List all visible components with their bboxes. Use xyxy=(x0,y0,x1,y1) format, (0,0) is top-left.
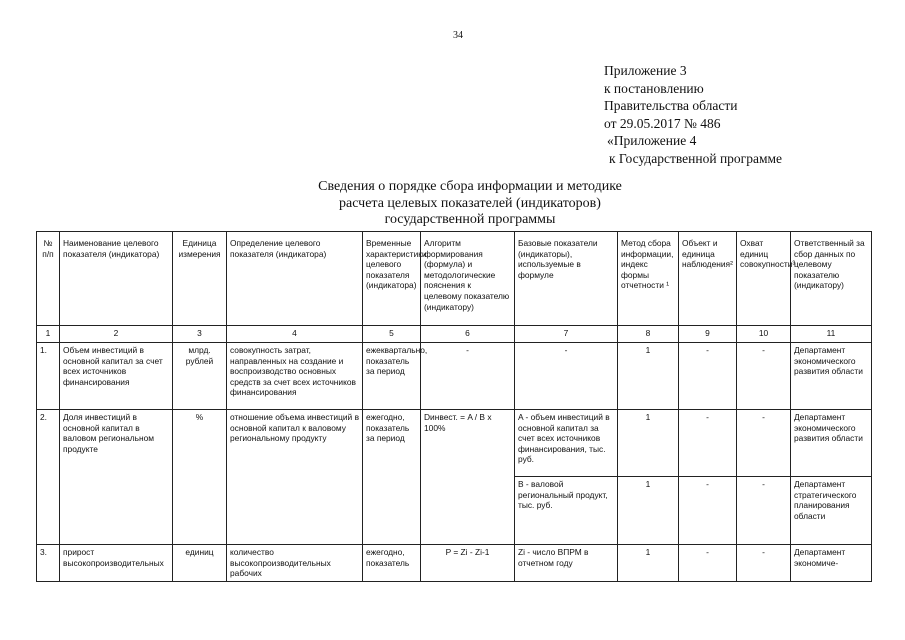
header-cell: Метод сбора информации, индекс формы отчетности ¹ xyxy=(618,232,679,326)
unit: млрд. рублей xyxy=(173,343,227,410)
responsible: Департамент экономиче- xyxy=(791,545,872,582)
column-number: 2 xyxy=(60,326,173,343)
base-indicators: A - объем инвестиций в основной капитал за счет всех источников финансирования, тыс. руб. xyxy=(515,410,618,477)
document-title xyxy=(230,179,710,229)
row-number: 3. xyxy=(37,545,60,582)
title-line: государственной программы xyxy=(384,212,556,227)
appendix-line: «Приложение 4 xyxy=(607,133,697,149)
row-number: 2. xyxy=(37,410,60,545)
collection-method: 1 xyxy=(618,477,679,545)
header-cell: Наименование целевого показателя (индикатора) xyxy=(60,232,173,326)
column-number: 6 xyxy=(421,326,515,343)
header-cell: Единица измерения xyxy=(173,232,227,326)
appendix-line: от 29.05.2017 № 486 xyxy=(604,115,721,131)
table-row xyxy=(37,545,872,582)
formula-text: Dинвест. = A / B x 100% xyxy=(424,412,492,433)
coverage: - xyxy=(737,410,791,477)
header-cell: Временные характеристики целевого показателя (индикатора) xyxy=(363,232,421,326)
row-number: 1. xyxy=(37,343,60,410)
formula: - xyxy=(421,343,515,410)
indicator-name: Доля инвестиций в основной капитал в валовом региональном продукте xyxy=(60,410,173,545)
definition: отношение объема инвестиций в основной капитал к валовому региональному продукту xyxy=(227,410,363,545)
column-number: 4 xyxy=(227,326,363,343)
unit: % xyxy=(173,410,227,545)
header-cell: № п/п xyxy=(37,232,60,326)
time-characteristics: ежегодно, показатель за период xyxy=(363,410,421,545)
indicator-name: Объем инвестиций в основной капитал за счет всех источников финансирования xyxy=(60,343,173,410)
base-indicators: B - валовой региональный продукт, тыс. руб. xyxy=(515,477,618,545)
header-cell: Охват единиц совокупности³ xyxy=(737,232,791,326)
title-line: расчета целевых показателей (индикаторов) xyxy=(339,195,601,211)
table-row xyxy=(37,410,872,477)
header-cell: Определение целевого показателя (индикатора) xyxy=(227,232,363,326)
indicator-name: прирост высокопроизводительных xyxy=(60,545,173,582)
coverage: - xyxy=(737,477,791,545)
responsible: Департамент экономического развития области xyxy=(791,343,872,410)
definition: совокупность затрат, направленных на создание и воспроизводство основных средств за счет всех источников финансирования xyxy=(227,343,363,410)
base-indicators: Zi - число ВПРМ в отчетном году xyxy=(515,545,618,582)
title-line: Сведения о порядке сбора информации и методике xyxy=(318,179,622,194)
time-characteristics: ежегодно, показатель xyxy=(363,545,421,582)
appendix-block xyxy=(604,62,782,168)
column-number: 9 xyxy=(679,326,737,343)
observation-object: - xyxy=(679,477,737,545)
column-number: 3 xyxy=(173,326,227,343)
definition: количество высокопроизводительных рабочих xyxy=(227,545,363,582)
indicators-table xyxy=(36,231,872,582)
collection-method: 1 xyxy=(618,545,679,582)
observation-object: - xyxy=(679,410,737,477)
column-number: 8 xyxy=(618,326,679,343)
responsible: Департамент экономического развития области xyxy=(791,410,872,477)
formula xyxy=(421,410,515,545)
responsible: Департамент стратегического планирования области xyxy=(791,477,872,545)
header-cell: Базовые показатели (индикаторы), используемые в формуле xyxy=(515,232,618,326)
column-number-row xyxy=(37,326,872,343)
observation-object: - xyxy=(679,343,737,410)
appendix-line: Правительства области xyxy=(604,98,738,114)
header-cell: Ответственный за сбор данных по целевому показателю (индикатору) xyxy=(791,232,872,326)
column-number: 11 xyxy=(791,326,872,343)
column-number: 7 xyxy=(515,326,618,343)
header-cell: Объект и единица наблюдения² xyxy=(679,232,737,326)
column-number: 5 xyxy=(363,326,421,343)
appendix-line: Приложение 3 xyxy=(604,63,687,78)
observation-object: - xyxy=(679,545,737,582)
header-cell: Алгоритм формирования (формула) и методологические пояснения к целевому показателю (индикатору) xyxy=(421,232,515,326)
header-row xyxy=(37,232,872,326)
page-number: 34 xyxy=(453,30,463,41)
column-number: 1 xyxy=(37,326,60,343)
base-indicators: - xyxy=(515,343,618,410)
time-characteristics: ежеквартально, показатель за период xyxy=(363,343,421,410)
appendix-line: к постановлению xyxy=(604,80,704,96)
coverage: - xyxy=(737,545,791,582)
appendix-line: к Государственной программе xyxy=(609,150,783,166)
formula: P = Zi - Zi-1 xyxy=(421,545,515,582)
coverage: - xyxy=(737,343,791,410)
collection-method: 1 xyxy=(618,343,679,410)
table-row xyxy=(37,343,872,410)
collection-method: 1 xyxy=(618,410,679,477)
unit: единиц xyxy=(173,545,227,582)
column-number: 10 xyxy=(737,326,791,343)
